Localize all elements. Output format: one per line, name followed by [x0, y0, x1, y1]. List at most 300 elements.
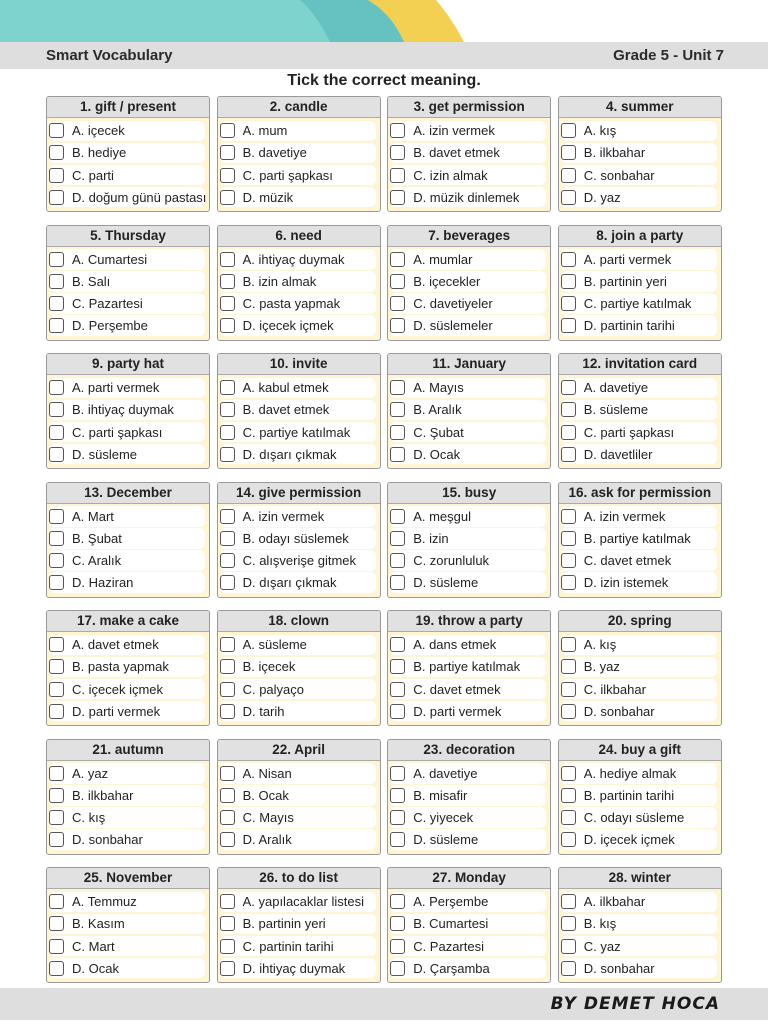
answer-checkbox[interactable]: [220, 553, 235, 568]
question-card: [217, 353, 381, 469]
answer-option[interactable]: [390, 657, 546, 678]
question-title: 1. gift / present: [47, 97, 209, 118]
answer-checkbox[interactable]: [49, 939, 64, 954]
answer-checkbox[interactable]: [220, 402, 235, 417]
answer-checkbox[interactable]: [220, 123, 235, 138]
option-label: D. yaz: [583, 189, 621, 205]
answer-option[interactable]: [390, 785, 546, 806]
answer-checkbox[interactable]: [390, 380, 405, 395]
option-list: [47, 761, 209, 850]
option-label: D. süsleme: [413, 832, 479, 848]
answer-option[interactable]: [390, 572, 546, 593]
answer-option[interactable]: [220, 249, 376, 270]
option-list: [559, 761, 721, 850]
answer-option[interactable]: [561, 121, 717, 142]
option-label: D. Çarşamba: [413, 960, 490, 976]
answer-option[interactable]: [561, 528, 717, 549]
answer-checkbox[interactable]: [390, 190, 405, 205]
option-label: D. süsleme: [413, 575, 479, 591]
answer-option[interactable]: [561, 635, 717, 656]
answer-option[interactable]: [220, 143, 376, 164]
answer-checkbox[interactable]: [561, 939, 576, 954]
answer-checkbox[interactable]: [220, 252, 235, 267]
answer-checkbox[interactable]: [220, 766, 235, 781]
answer-checkbox[interactable]: [390, 939, 405, 954]
answer-option[interactable]: [220, 121, 376, 142]
answer-option[interactable]: [49, 958, 205, 979]
answer-checkbox[interactable]: [561, 123, 576, 138]
question-title: 19. throw a party: [388, 611, 550, 632]
answer-option[interactable]: [49, 572, 205, 593]
answer-option[interactable]: [561, 785, 717, 806]
answer-checkbox[interactable]: [49, 788, 64, 803]
answer-checkbox[interactable]: [561, 380, 576, 395]
answer-checkbox[interactable]: [561, 832, 576, 847]
answer-checkbox[interactable]: [49, 274, 64, 289]
option-label: A. Mayıs: [413, 380, 464, 396]
answer-option[interactable]: [561, 271, 717, 292]
answer-option[interactable]: [220, 422, 376, 443]
answer-checkbox[interactable]: [561, 637, 576, 652]
answer-option[interactable]: [390, 914, 546, 935]
answer-option[interactable]: [49, 293, 205, 314]
answer-checkbox[interactable]: [220, 704, 235, 719]
answer-option[interactable]: [390, 315, 546, 336]
option-label: D. Perşembe: [72, 318, 148, 334]
answer-option[interactable]: [49, 528, 205, 549]
answer-checkbox[interactable]: [390, 659, 405, 674]
option-label: B. süsleme: [583, 402, 649, 418]
answer-option[interactable]: [220, 807, 376, 828]
answer-option[interactable]: [220, 679, 376, 700]
answer-checkbox[interactable]: [220, 168, 235, 183]
footer-bar: [0, 988, 768, 1020]
answer-checkbox[interactable]: [49, 252, 64, 267]
answer-checkbox[interactable]: [390, 168, 405, 183]
answer-option[interactable]: [390, 271, 546, 292]
answer-option[interactable]: [49, 143, 205, 164]
answer-option[interactable]: [49, 121, 205, 142]
answer-option[interactable]: [390, 422, 546, 443]
answer-option[interactable]: [561, 187, 717, 208]
answer-checkbox[interactable]: [49, 425, 64, 440]
answer-checkbox[interactable]: [220, 894, 235, 909]
answer-option[interactable]: [390, 892, 546, 913]
question-card: [217, 96, 381, 212]
answer-option[interactable]: [220, 572, 376, 593]
answer-checkbox[interactable]: [220, 916, 235, 931]
answer-checkbox[interactable]: [220, 145, 235, 160]
answer-checkbox[interactable]: [561, 766, 576, 781]
answer-option[interactable]: [561, 958, 717, 979]
answer-checkbox[interactable]: [390, 531, 405, 546]
answer-checkbox[interactable]: [49, 402, 64, 417]
answer-option[interactable]: [220, 165, 376, 186]
answer-option[interactable]: [220, 187, 376, 208]
answer-option[interactable]: [561, 829, 717, 850]
answer-option[interactable]: [49, 914, 205, 935]
answer-checkbox[interactable]: [561, 425, 576, 440]
question-card: [46, 739, 210, 855]
answer-checkbox[interactable]: [561, 168, 576, 183]
answer-option[interactable]: [561, 572, 717, 593]
answer-checkbox[interactable]: [49, 145, 64, 160]
instruction-text: Tick the correct meaning.: [287, 72, 481, 89]
answer-checkbox[interactable]: [561, 894, 576, 909]
answer-checkbox[interactable]: [220, 575, 235, 590]
answer-option[interactable]: [561, 165, 717, 186]
answer-checkbox[interactable]: [49, 961, 64, 976]
option-label: A. ihtiyaç duymak: [242, 251, 345, 267]
option-label: B. davetiye: [242, 145, 307, 161]
option-label: D. doğum günü pastası: [72, 189, 207, 205]
answer-checkbox[interactable]: [220, 318, 235, 333]
answer-option[interactable]: [49, 378, 205, 399]
answer-checkbox[interactable]: [561, 296, 576, 311]
answer-checkbox[interactable]: [49, 447, 64, 462]
answer-option[interactable]: [390, 121, 546, 142]
answer-option[interactable]: [220, 271, 376, 292]
answer-option[interactable]: [561, 657, 717, 678]
answer-option[interactable]: [49, 165, 205, 186]
answer-option[interactable]: [49, 271, 205, 292]
answer-option[interactable]: [220, 785, 376, 806]
option-label: A. Perşembe: [413, 894, 489, 910]
question-title: 6. need: [218, 226, 380, 247]
answer-checkbox[interactable]: [49, 832, 64, 847]
answer-checkbox[interactable]: [390, 145, 405, 160]
answer-option[interactable]: [561, 701, 717, 722]
question-card: [46, 867, 210, 983]
answer-checkbox[interactable]: [220, 274, 235, 289]
option-label: A. Mart: [72, 508, 114, 524]
answer-option[interactable]: [49, 657, 205, 678]
option-label: B. içecekler: [413, 273, 481, 289]
answer-checkbox[interactable]: [390, 916, 405, 931]
answer-checkbox[interactable]: [220, 788, 235, 803]
answer-checkbox[interactable]: [49, 894, 64, 909]
answer-option[interactable]: [561, 892, 717, 913]
answer-option[interactable]: [220, 829, 376, 850]
answer-option[interactable]: [220, 763, 376, 784]
answer-option[interactable]: [390, 528, 546, 549]
answer-checkbox[interactable]: [561, 531, 576, 546]
answer-checkbox[interactable]: [561, 553, 576, 568]
answer-checkbox[interactable]: [220, 380, 235, 395]
answer-option[interactable]: [220, 315, 376, 336]
answer-checkbox[interactable]: [390, 123, 405, 138]
question-card: [217, 867, 381, 983]
answer-checkbox[interactable]: [220, 810, 235, 825]
answer-checkbox[interactable]: [390, 682, 405, 697]
answer-option[interactable]: [390, 165, 546, 186]
option-label: A. izin vermek: [413, 123, 495, 139]
answer-option[interactable]: [561, 249, 717, 270]
answer-option[interactable]: [49, 807, 205, 828]
question-card: [46, 96, 210, 212]
answer-option[interactable]: [561, 422, 717, 443]
answer-checkbox[interactable]: [561, 788, 576, 803]
answer-checkbox[interactable]: [561, 190, 576, 205]
answer-checkbox[interactable]: [220, 637, 235, 652]
answer-option[interactable]: [49, 892, 205, 913]
answer-checkbox[interactable]: [220, 509, 235, 524]
answer-checkbox[interactable]: [561, 659, 576, 674]
answer-checkbox[interactable]: [561, 810, 576, 825]
option-label: C. sonbahar: [583, 167, 655, 183]
question-title: 14. give permission: [218, 483, 380, 504]
answer-option[interactable]: [390, 550, 546, 571]
answer-option[interactable]: [220, 506, 376, 527]
answer-option[interactable]: [220, 701, 376, 722]
answer-option[interactable]: [49, 635, 205, 656]
answer-checkbox[interactable]: [561, 447, 576, 462]
option-label: D. parti vermek: [413, 703, 502, 719]
option-list: [559, 247, 721, 336]
question-title: 2. candle: [218, 97, 380, 118]
answer-option[interactable]: [561, 378, 717, 399]
answer-option[interactable]: [49, 422, 205, 443]
question-card: [387, 610, 551, 726]
answer-option[interactable]: [390, 635, 546, 656]
answer-checkbox[interactable]: [561, 682, 576, 697]
option-label: D. süsleme: [72, 446, 138, 462]
answer-option[interactable]: [49, 936, 205, 957]
option-label: C. Pazartesi: [72, 296, 143, 312]
answer-option[interactable]: [390, 679, 546, 700]
answer-option[interactable]: [49, 506, 205, 527]
answer-checkbox[interactable]: [49, 509, 64, 524]
answer-option[interactable]: [561, 293, 717, 314]
option-label: D. sonbahar: [583, 960, 655, 976]
answer-option[interactable]: [390, 143, 546, 164]
question-title: 23. decoration: [388, 740, 550, 761]
answer-checkbox[interactable]: [561, 961, 576, 976]
answer-option[interactable]: [220, 958, 376, 979]
answer-checkbox[interactable]: [561, 575, 576, 590]
option-label: A. Cumartesi: [72, 251, 148, 267]
answer-option[interactable]: [561, 143, 717, 164]
answer-checkbox[interactable]: [390, 296, 405, 311]
answer-option[interactable]: [561, 506, 717, 527]
answer-checkbox[interactable]: [49, 916, 64, 931]
option-label: B. içecek: [242, 659, 296, 675]
option-label: C. yiyecek: [413, 810, 474, 826]
option-label: A. davetiye: [413, 765, 478, 781]
answer-checkbox[interactable]: [390, 553, 405, 568]
answer-checkbox[interactable]: [49, 318, 64, 333]
answer-checkbox[interactable]: [390, 252, 405, 267]
answer-checkbox[interactable]: [49, 531, 64, 546]
question-card: [217, 482, 381, 598]
answer-checkbox[interactable]: [220, 961, 235, 976]
answer-checkbox[interactable]: [49, 296, 64, 311]
option-list: [388, 375, 550, 464]
answer-option[interactable]: [390, 444, 546, 465]
answer-checkbox[interactable]: [561, 274, 576, 289]
answer-option[interactable]: [220, 892, 376, 913]
option-label: A. izin vermek: [242, 508, 325, 524]
question-card: [217, 225, 381, 341]
option-label: A. dans etmek: [413, 637, 497, 653]
answer-checkbox[interactable]: [49, 168, 64, 183]
answer-option[interactable]: [220, 444, 376, 465]
answer-checkbox[interactable]: [220, 832, 235, 847]
option-label: B. partinin yeri: [242, 916, 326, 932]
answer-checkbox[interactable]: [561, 318, 576, 333]
answer-option[interactable]: [390, 829, 546, 850]
answer-option[interactable]: [220, 400, 376, 421]
answer-option[interactable]: [220, 936, 376, 957]
option-label: A. yaz: [72, 765, 109, 781]
answer-checkbox[interactable]: [220, 939, 235, 954]
option-label: B. odayı süslemek: [242, 530, 349, 546]
answer-checkbox[interactable]: [220, 425, 235, 440]
option-label: B. ilkbahar: [72, 787, 134, 803]
question-card: [558, 867, 722, 983]
answer-option[interactable]: [390, 506, 546, 527]
question-title: 4. summer: [559, 97, 721, 118]
answer-option[interactable]: [49, 187, 205, 208]
option-label: B. partiye katılmak: [583, 530, 691, 546]
question-title: 22. April: [218, 740, 380, 761]
answer-option[interactable]: [49, 763, 205, 784]
answer-option[interactable]: [49, 701, 205, 722]
answer-option[interactable]: [561, 444, 717, 465]
answer-checkbox[interactable]: [390, 810, 405, 825]
option-label: A. içecek: [72, 123, 125, 139]
answer-checkbox[interactable]: [220, 447, 235, 462]
option-label: B. partiye katılmak: [413, 659, 521, 675]
answer-checkbox[interactable]: [561, 145, 576, 160]
answer-option[interactable]: [390, 763, 546, 784]
answer-option[interactable]: [561, 936, 717, 957]
answer-checkbox[interactable]: [49, 637, 64, 652]
option-label: D. Haziran: [72, 575, 134, 591]
answer-checkbox[interactable]: [49, 123, 64, 138]
answer-option[interactable]: [390, 936, 546, 957]
answer-checkbox[interactable]: [49, 575, 64, 590]
answer-checkbox[interactable]: [49, 553, 64, 568]
answer-checkbox[interactable]: [390, 832, 405, 847]
answer-option[interactable]: [220, 657, 376, 678]
answer-checkbox[interactable]: [561, 509, 576, 524]
option-label: C. partinin tarihi: [242, 938, 334, 954]
answer-option[interactable]: [220, 635, 376, 656]
answer-option[interactable]: [390, 400, 546, 421]
answer-option[interactable]: [220, 914, 376, 935]
answer-checkbox[interactable]: [220, 682, 235, 697]
answer-option[interactable]: [561, 679, 717, 700]
question-card: [46, 225, 210, 341]
answer-checkbox[interactable]: [220, 659, 235, 674]
answer-checkbox[interactable]: [390, 961, 405, 976]
answer-option[interactable]: [390, 958, 546, 979]
answer-checkbox[interactable]: [390, 766, 405, 781]
answer-option[interactable]: [561, 400, 717, 421]
question-card: [217, 739, 381, 855]
answer-option[interactable]: [49, 829, 205, 850]
answer-checkbox[interactable]: [561, 402, 576, 417]
answer-checkbox[interactable]: [390, 788, 405, 803]
option-label: D. Aralık: [242, 832, 292, 848]
answer-option[interactable]: [49, 785, 205, 806]
answer-option[interactable]: [561, 763, 717, 784]
answer-checkbox[interactable]: [390, 575, 405, 590]
grade-unit-label: Grade 5 - Unit 7: [613, 47, 724, 64]
option-label: C. Şubat: [413, 424, 464, 440]
answer-option[interactable]: [220, 528, 376, 549]
answer-option[interactable]: [390, 378, 546, 399]
answer-option[interactable]: [390, 187, 546, 208]
answer-checkbox[interactable]: [561, 704, 576, 719]
answer-checkbox[interactable]: [49, 810, 64, 825]
answer-option[interactable]: [49, 400, 205, 421]
answer-checkbox[interactable]: [220, 190, 235, 205]
answer-checkbox[interactable]: [49, 659, 64, 674]
option-list: [559, 375, 721, 464]
answer-option[interactable]: [561, 550, 717, 571]
answer-checkbox[interactable]: [49, 704, 64, 719]
question-card: [46, 482, 210, 598]
answer-checkbox[interactable]: [390, 425, 405, 440]
question-title: 20. spring: [559, 611, 721, 632]
answer-checkbox[interactable]: [49, 380, 64, 395]
answer-checkbox[interactable]: [49, 766, 64, 781]
answer-option[interactable]: [561, 914, 717, 935]
answer-checkbox[interactable]: [49, 190, 64, 205]
answer-checkbox[interactable]: [390, 704, 405, 719]
option-label: D. ihtiyaç duymak: [242, 960, 346, 976]
answer-checkbox[interactable]: [390, 637, 405, 652]
answer-option[interactable]: [49, 444, 205, 465]
option-list: [388, 504, 550, 593]
option-label: A. kabul etmek: [242, 380, 329, 396]
answer-checkbox[interactable]: [49, 682, 64, 697]
answer-option[interactable]: [390, 701, 546, 722]
answer-option[interactable]: [49, 249, 205, 270]
answer-checkbox[interactable]: [390, 447, 405, 462]
answer-option[interactable]: [49, 315, 205, 336]
answer-option[interactable]: [220, 550, 376, 571]
option-label: B. pasta yapmak: [72, 659, 169, 675]
answer-checkbox[interactable]: [561, 916, 576, 931]
answer-checkbox[interactable]: [390, 509, 405, 524]
answer-checkbox[interactable]: [390, 274, 405, 289]
answer-option[interactable]: [390, 249, 546, 270]
answer-checkbox[interactable]: [220, 531, 235, 546]
answer-checkbox[interactable]: [390, 402, 405, 417]
answer-checkbox[interactable]: [390, 894, 405, 909]
answer-option[interactable]: [561, 315, 717, 336]
answer-option[interactable]: [390, 293, 546, 314]
answer-option[interactable]: [220, 378, 376, 399]
answer-option[interactable]: [561, 807, 717, 828]
question-title: 24. buy a gift: [559, 740, 721, 761]
answer-option[interactable]: [49, 550, 205, 571]
answer-checkbox[interactable]: [390, 318, 405, 333]
answer-option[interactable]: [390, 807, 546, 828]
answer-option[interactable]: [220, 293, 376, 314]
answer-checkbox[interactable]: [561, 252, 576, 267]
question-card: [558, 739, 722, 855]
option-list: [47, 247, 209, 336]
answer-checkbox[interactable]: [220, 296, 235, 311]
option-list: [47, 504, 209, 593]
option-label: C. Aralık: [72, 553, 122, 569]
answer-option[interactable]: [49, 679, 205, 700]
question-title: 21. autumn: [47, 740, 209, 761]
